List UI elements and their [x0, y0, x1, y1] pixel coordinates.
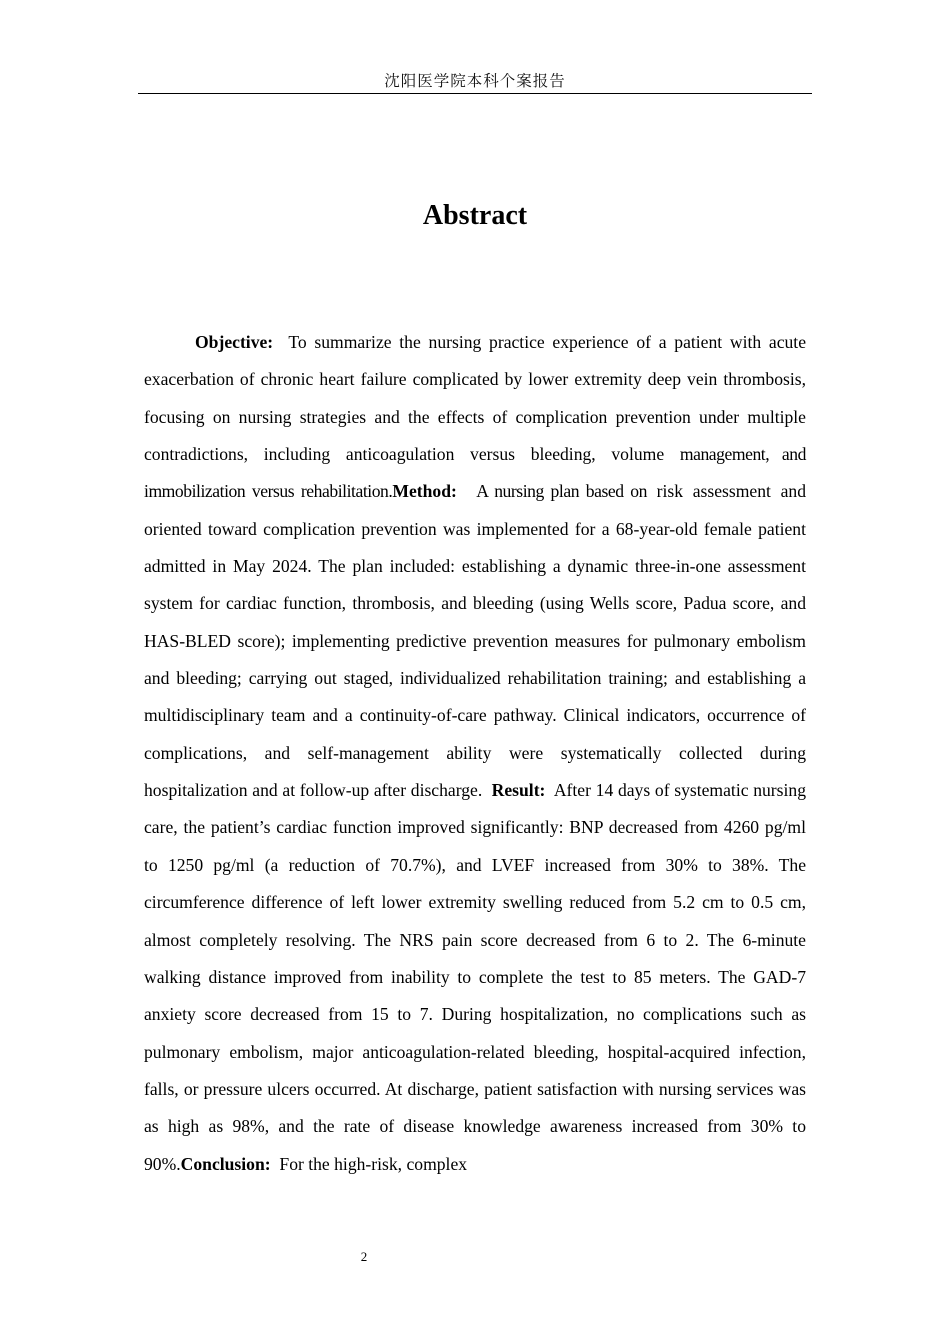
objective-text-tail: management, and immobilization versus rehabilitation.: [144, 444, 806, 502]
objective-text: To summarize the nursing practice experience of a patient with acute exacerbation of chronic heart failure complicated by lower extremity deep vein thrombosis, focusing on nursing strategies and the effects of complication prevention under multiple contradictions, including anticoagulation versus bleeding, volume: [144, 332, 807, 465]
running-header: 沈阳医学院本科个案报告: [384, 72, 566, 90]
method-text: risk assessment and oriented toward complication prevention was implemented for a 68-year-old female patient admitted in May 2024. The plan included: establishing a dynamic three-in-one assessment system for cardiac function, thrombosis, and bleeding (using Wells score, Padua score, and HAS-BLED score); implementing predictive prevention measures for pulmonary embolism and bleeding; carrying out staged, individualized rehabilitation training; and establishing a multidisciplinary team and a continuity-of-care pathway. Clinical indicators, occurrence of complications, and self-management ability were systematically collected during hospitalization and at follow-up after discharge.: [144, 481, 806, 801]
page-number: 2: [360, 1249, 368, 1264]
conclusion-label: Conclusion:: [180, 1153, 271, 1174]
result-text: After 14 days of systematic nursing care, the patient’s cardiac function improved significantly: BNP decreased from 4260 pg/ml to 1250 pg/ml (a reduction of 70.7%), and LVEF increased from 30% to 38%. The circumference difference of left lower extremity swelling reduced from 5.2 cm to 0.5 cm, almost completely resolving. The NRS pain score decreased from 6 to 2. The 6-minute walking distance improved from inability to complete the test to 85 meters. The GAD-7 anxiety score decreased from 15 to 7. During hospitalization, no complications such as pulmonary embolism, major anticoagulation-related bleeding, hospital-acquired infection, falls, or pressure ulcers occurred. At discharge, patient satisfaction with nursing services was as high as 98%, and the rate of disease knowledge awareness increased from 30% to 90%.: [144, 780, 806, 1174]
objective-label: Objective:: [195, 332, 274, 352]
page-title: Abstract: [422, 200, 528, 231]
method-text-head: A nursing plan based on: [476, 481, 647, 502]
conclusion-text: For the high-risk, complex: [279, 1153, 468, 1174]
abstract-paragraph: [144, 324, 806, 1183]
header-rule: [138, 93, 812, 94]
result-label: Result:: [491, 780, 546, 801]
method-label: Method:: [392, 481, 457, 502]
